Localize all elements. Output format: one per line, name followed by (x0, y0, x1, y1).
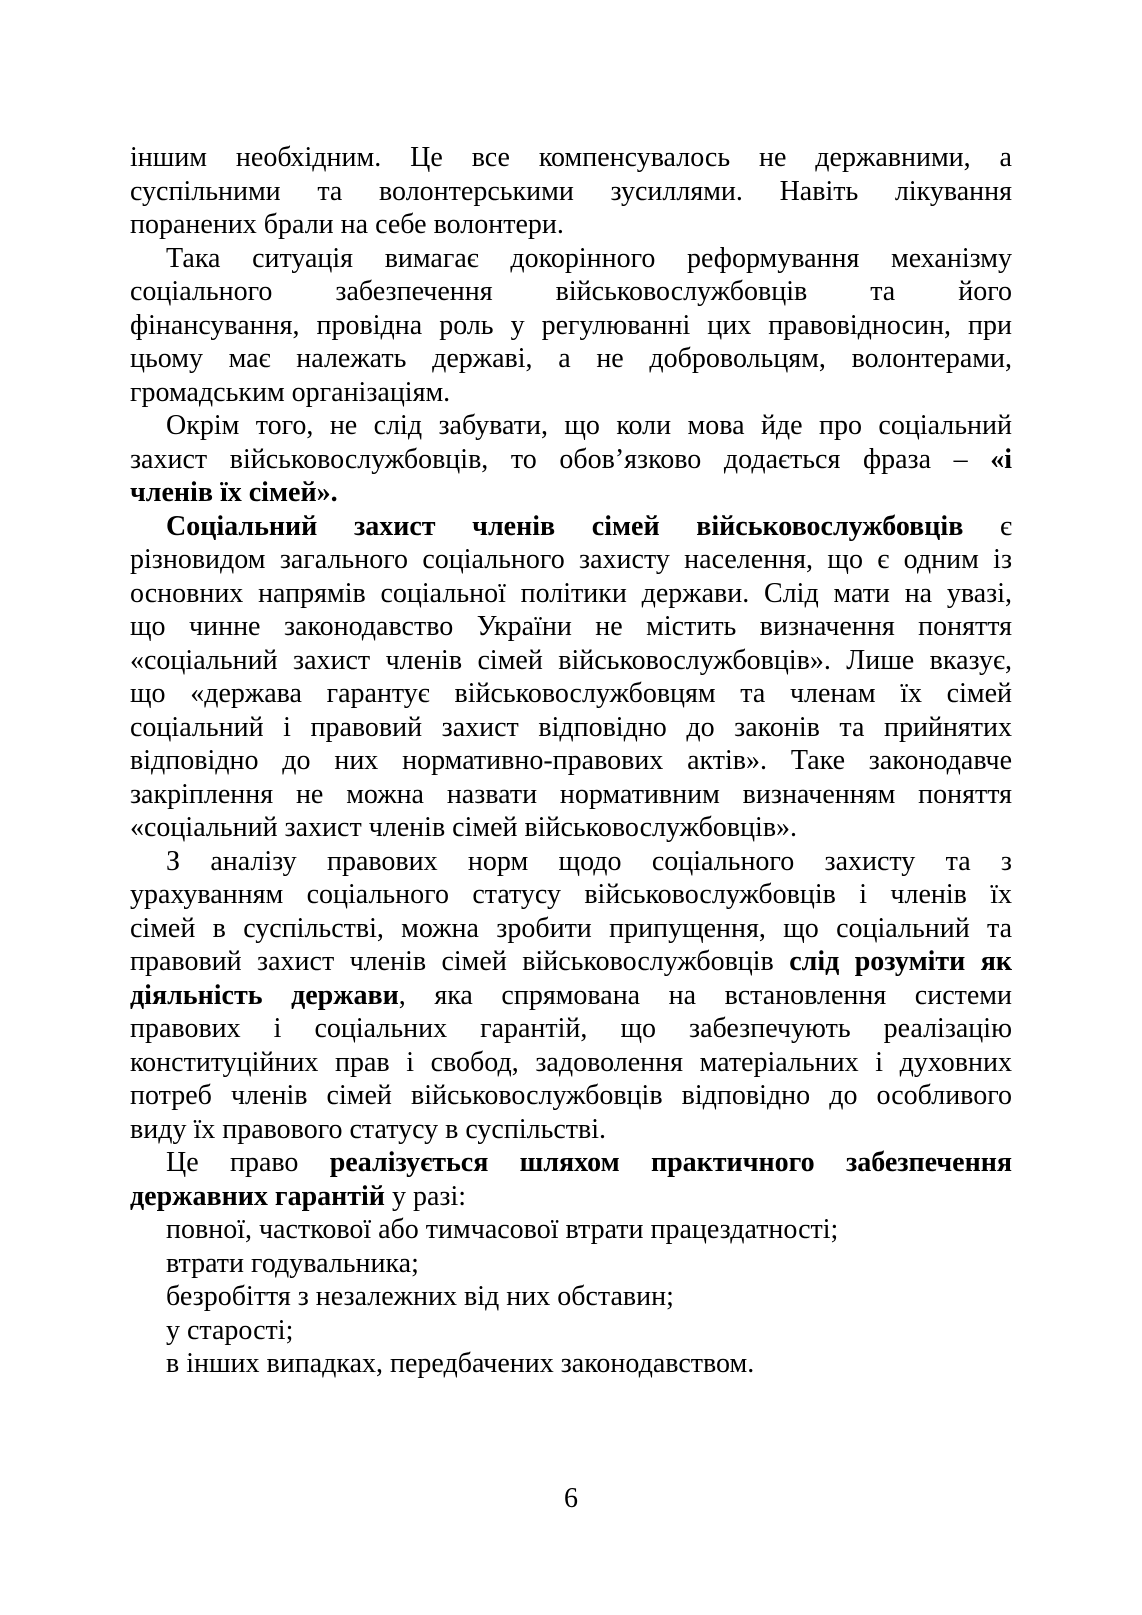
text-line (130, 610, 1012, 644)
text-run: Така ситуація вимагає докорінного реформування механізму (166, 242, 1012, 274)
bold-text-run: Соціальний захист членів сімей військовослужбовців (166, 510, 964, 542)
text-run: захист військовослужбовців, то обов’язково додається фраза – (130, 443, 991, 475)
text-line (130, 208, 1012, 242)
text-line (130, 677, 1012, 711)
text-run: потреб членів сімей військовослужбовців відповідно до особливого (130, 1080, 1012, 1111)
paragraph (130, 1146, 1012, 1213)
text-line (130, 878, 1012, 912)
paragraph (130, 1314, 1012, 1348)
paragraph (130, 242, 1012, 410)
page-footer (0, 1482, 1142, 1515)
bold-text-run: діяльність держави (130, 979, 399, 1011)
text-run: відповідно до них нормативно-правових актів». Таке законодавче (130, 745, 1012, 776)
text-run: правовий захист членів сімей військовослужбовців (130, 946, 790, 977)
text-line (130, 1079, 1012, 1113)
text-run: повної, часткової або тимчасової втрати працездатності; (166, 1214, 839, 1245)
text-run: втрати годувальника; (166, 1247, 419, 1279)
paragraph (130, 1247, 1012, 1281)
text-run: що чинне законодавство України не містить визначення поняття (130, 611, 1012, 642)
text-line (130, 1213, 1012, 1247)
text-run: «соціальний захист членів сімей військовослужбовців». (130, 812, 798, 843)
text-line (130, 1146, 1012, 1180)
text-line (130, 275, 1012, 309)
text-line (130, 309, 1012, 343)
text-line (130, 1113, 1012, 1147)
text-line (130, 510, 1012, 544)
text-run: З аналізу правових норм щодо соціального захисту та з (166, 845, 1012, 877)
text-line (130, 644, 1012, 678)
text-line (130, 1314, 1012, 1348)
text-line (130, 175, 1012, 209)
text-run: поранених брали на себе волонтери. (130, 209, 564, 240)
bold-text-run: реалізується шляхом практичного забезпечення (329, 1147, 1013, 1178)
text-run: закріплення не можна назвати нормативним визначенням поняття (130, 778, 1012, 810)
text-line (130, 1012, 1012, 1046)
text-run: що «держава гарантує військовослужбовцям та членам їх сімей (130, 678, 1012, 709)
text-run: безробіття з незалежних від них обставин; (166, 1281, 674, 1312)
text-line (130, 141, 1012, 175)
text-run: , яка спрямована на встановлення системи (398, 979, 1012, 1011)
text-run: в інших випадках, передбачених законодавством. (166, 1348, 755, 1379)
text-run: різновидом загального соціального захисту населення, що є одним із (130, 544, 1012, 575)
text-run: є (963, 510, 1012, 542)
page-body-text (130, 141, 1012, 1381)
text-run: суспільними та волонтерськими зусиллями. Навіть лікування (130, 175, 1012, 207)
text-line (130, 1046, 1012, 1080)
text-line (130, 1180, 1012, 1214)
text-line (130, 912, 1012, 946)
text-line (130, 242, 1012, 276)
text-line (130, 711, 1012, 745)
text-line (130, 845, 1012, 879)
paragraph (130, 1213, 1012, 1247)
paragraph (130, 510, 1012, 845)
text-run: у старості; (166, 1314, 294, 1346)
page-number: 6 (564, 1483, 578, 1514)
text-run: виду їх правового статусу в суспільстві. (130, 1113, 606, 1145)
bold-text-run: «і (990, 443, 1012, 475)
text-run: Це право (166, 1147, 330, 1178)
bold-text-run: державних гарантій (130, 1180, 385, 1212)
text-line (130, 945, 1012, 979)
text-run: у разі: (384, 1180, 466, 1212)
text-run: іншим необхідним. Це все компенсувалось не державними, а (130, 142, 1012, 173)
text-run: громадським організаціям. (130, 376, 451, 408)
text-line (130, 1247, 1012, 1281)
text-run: соціальний і правовий захист відповідно до законів та прийнятих (130, 711, 1012, 743)
text-line (130, 744, 1012, 778)
text-line (130, 1347, 1012, 1381)
text-line (130, 1280, 1012, 1314)
text-run: сімей в суспільстві, можна зробити припущення, що соціальний та (130, 912, 1012, 944)
text-run: «соціальний захист членів сімей військовослужбовців». Лише вказує, (130, 644, 1012, 676)
text-line (130, 778, 1012, 812)
text-run: цьому має належать державі, а не добровольцям, волонтерами, (130, 343, 1012, 374)
text-line (130, 443, 1012, 477)
text-line (130, 577, 1012, 611)
paragraph (130, 845, 1012, 1147)
text-line (130, 543, 1012, 577)
paragraph (130, 409, 1012, 510)
text-run: соціального забезпечення військовослужбовців та його (130, 276, 1012, 307)
bold-text-run: слід розуміти як (789, 946, 1013, 977)
text-line (130, 979, 1012, 1013)
text-line (130, 342, 1012, 376)
paragraph (130, 1347, 1012, 1381)
text-line (130, 476, 1012, 510)
paragraph (130, 141, 1012, 242)
text-line (130, 376, 1012, 410)
text-run: урахуванням соціального статусу військовослужбовців і членів їх (130, 879, 1012, 910)
text-run: конституційних прав і свобод, задоволення матеріальних і духовних (130, 1046, 1012, 1078)
text-run: правових і соціальних гарантій, що забезпечують реалізацію (130, 1013, 1012, 1044)
text-line (130, 409, 1012, 443)
bold-text-run: членів їх сімей». (130, 477, 338, 508)
text-run: фінансування, провідна роль у регулюванні цих правовідносин, при (130, 309, 1012, 341)
text-run: Окрім того, не слід забувати, що коли мова йде про соціальний (166, 410, 1012, 441)
text-run: основних напрямів соціальної політики держави. Слід мати на увазі, (130, 577, 1012, 609)
text-line (130, 811, 1012, 845)
paragraph (130, 1280, 1012, 1314)
